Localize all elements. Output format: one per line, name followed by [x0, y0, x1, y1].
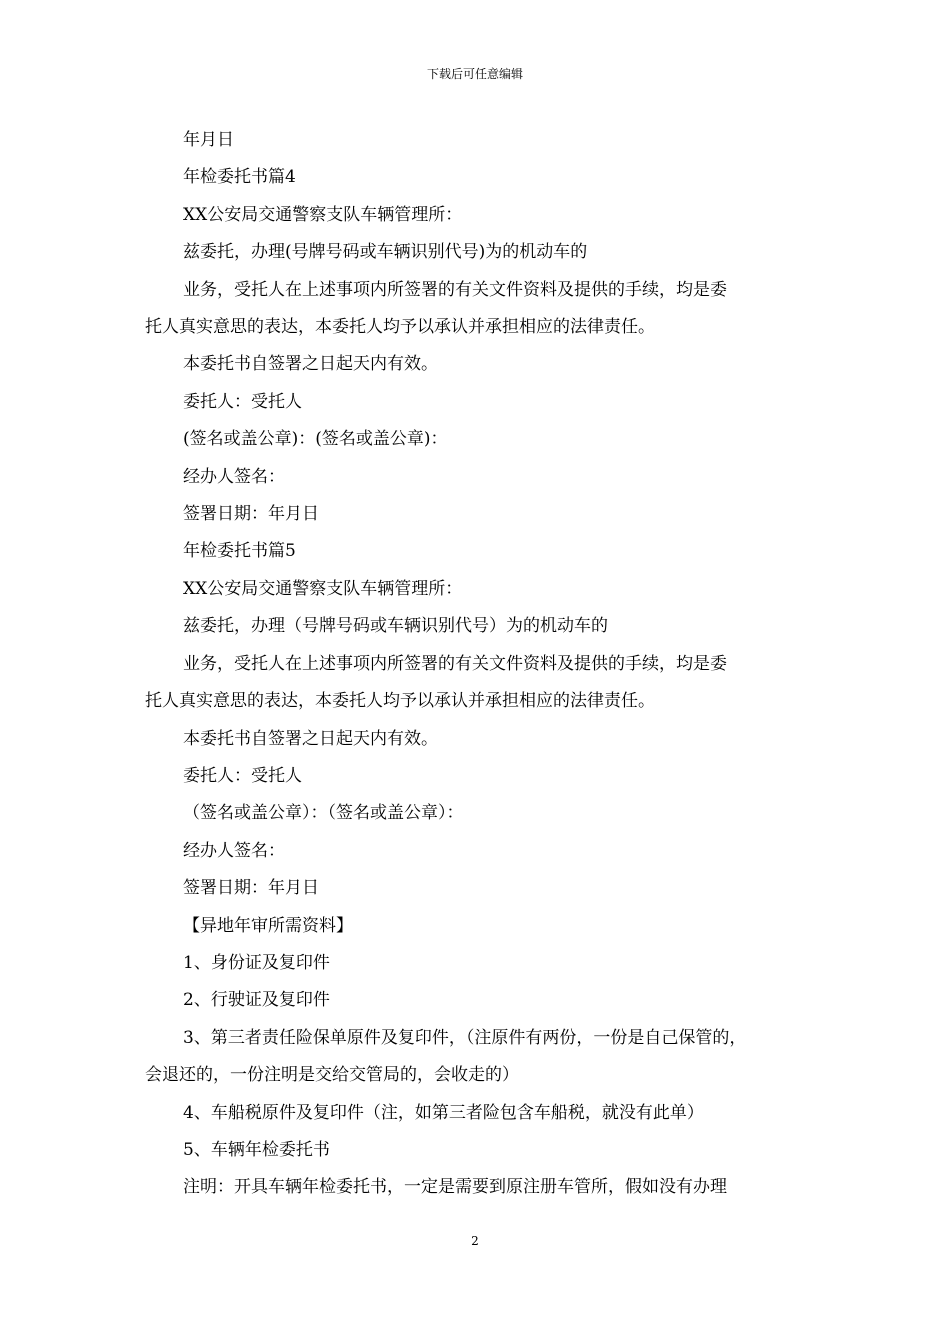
list-item: 5、车辆年检委托书 [183, 1139, 330, 1160]
paragraph: 经办人签名： [183, 840, 285, 861]
paragraph-continuation: 托人真实意思的表达，本委托人均予以承认并承担相应的法律责任。 [145, 691, 655, 712]
section-title-5: 年检委托书篇5 [183, 541, 296, 562]
paragraph-note: 注明：开具车辆年检委托书，一定是需要到原注册车管所，假如没有办理 [183, 1177, 727, 1198]
paragraph: 业务，受托人在上述事项内所签署的有关文件资料及提供的手续，均是委 [183, 279, 727, 300]
paragraph: 本委托书自签署之日起天内有效。 [183, 728, 438, 749]
paragraph: 签署日期：年月日 [183, 878, 319, 899]
header-note: 下载后可任意编辑 [426, 67, 523, 81]
paragraph: 委托人：受托人 [183, 765, 302, 786]
addressee-5: XX公安局交通警察支队车辆管理所： [183, 578, 463, 599]
document-body [145, 122, 825, 1207]
paragraph: 签署日期：年月日 [183, 504, 319, 525]
section-heading-materials: 【异地年审所需资料】 [183, 915, 353, 936]
addressee-4: XX公安局交通警察支队车辆管理所： [183, 204, 463, 225]
paragraph: 本委托书自签署之日起天内有效。 [183, 354, 438, 375]
list-item-continuation: 会退还的，一份注明是交给交管局的，会收走的） [145, 1065, 519, 1086]
section-title-4: 年检委托书篇4 [183, 167, 296, 188]
list-item: 2、行驶证及复印件 [183, 990, 330, 1011]
paragraph: (签名或盖公章)：(签名或盖公章)： [183, 429, 448, 450]
paragraph-date-line: 年月日 [183, 130, 234, 150]
page-number: 2 [471, 1234, 479, 1248]
paragraph-continuation: 托人真实意思的表达，本委托人均予以承认并承担相应的法律责任。 [145, 317, 655, 338]
paragraph: 兹委托，办理（号牌号码或车辆识别代号）为的机动车的 [183, 616, 608, 637]
list-item: 1、身份证及复印件 [183, 952, 330, 973]
list-item: 4、车船税原件及复印件（注，如第三者险包含车船税，就没有此单） [183, 1102, 704, 1123]
paragraph: （签名或盖公章）：（签名或盖公章）： [183, 803, 464, 824]
list-item: 3、第三者责任险保单原件及复印件，（注原件有两份，一份是自己保管的， [183, 1027, 747, 1048]
paragraph: 委托人：受托人 [183, 391, 302, 412]
paragraph: 业务，受托人在上述事项内所签署的有关文件资料及提供的手续，均是委 [183, 653, 727, 674]
paragraph: 经办人签名： [183, 466, 285, 487]
paragraph: 兹委托，办理(号牌号码或车辆识别代号)为的机动车的 [183, 242, 588, 263]
